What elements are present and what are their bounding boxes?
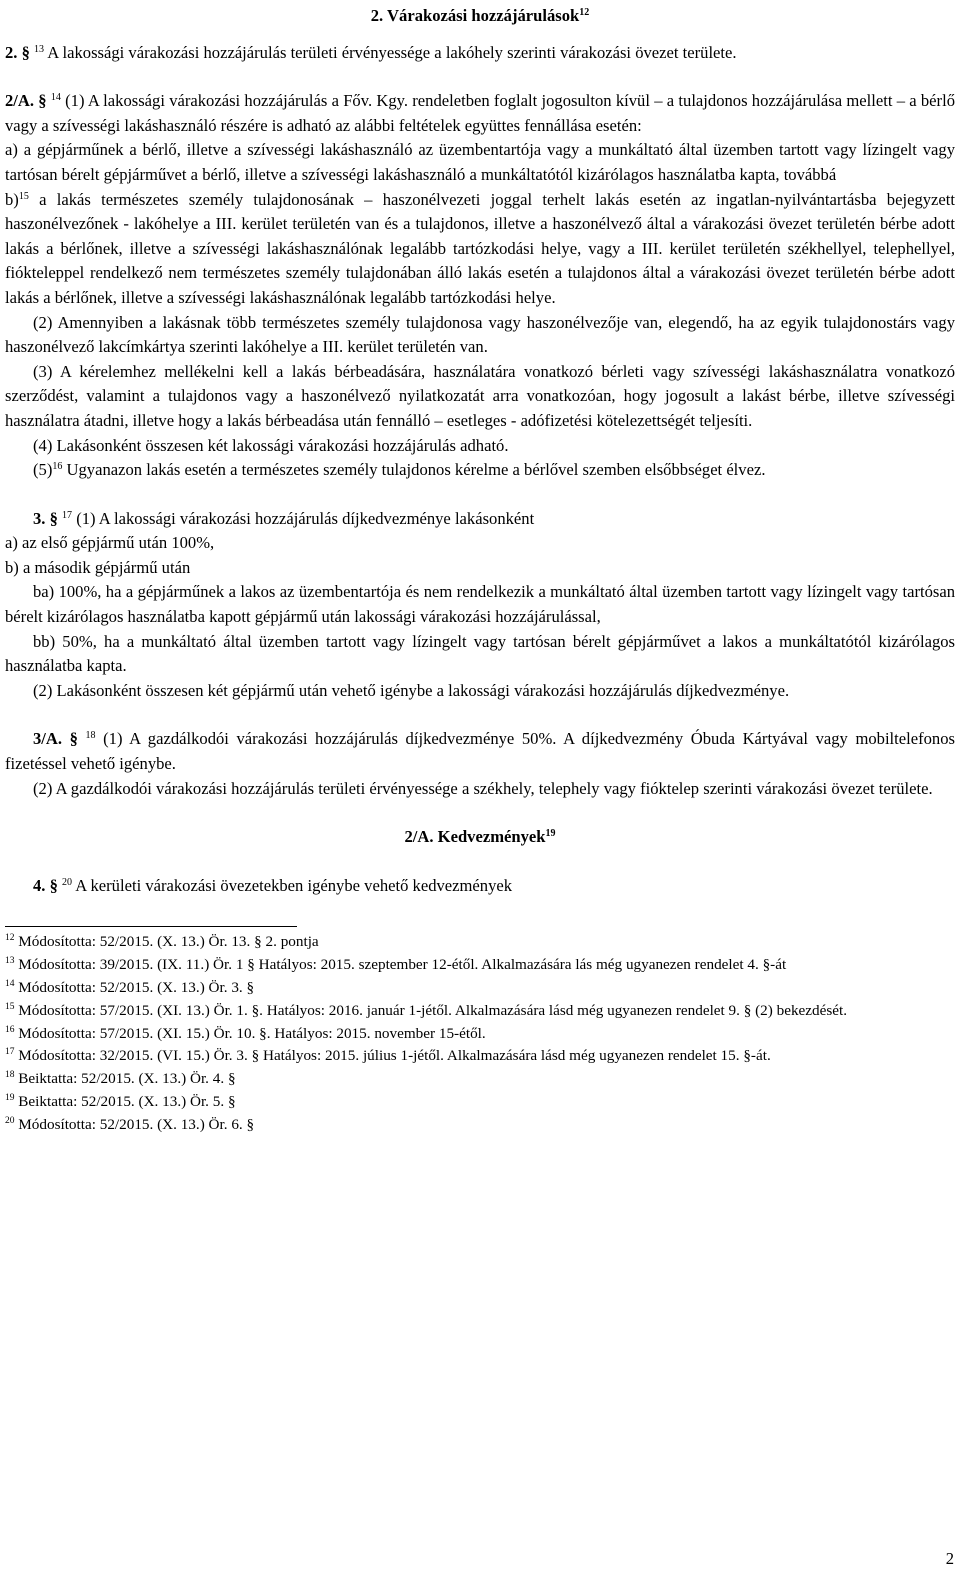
section-number: 2/A. § <box>5 91 47 111</box>
paragraph-4: 4. § $^{20}$ A kerületi várakozási övezetekben igénybe vehető kedvezmények <box>33 875 513 895</box>
paragraph-2a-a: a) a gépjárműnek a bérlő, illetve a szívességi lakáshasználó az üzembentartója vagy a munkáltató által üzemben tartott vagy lízingelt vagy tartósan bérelt gépjárművet a bérlő, illetve a szívességi lakáshasználó a munkáltatótól kizárólagos használatba kapta, továbbá <box>5 140 955 184</box>
section-number: 2. § <box>5 42 30 62</box>
page-number: 2 <box>945 1549 954 1568</box>
section-number: 4. § <box>33 875 58 895</box>
footnote-ref[interactable]: 13 <box>34 43 45 55</box>
paragraph-2: 2. § $^{13}$ A lakossági várakozási hozzájárulás területi érvényessége a lakóhely szerinti várakozási övezet területe. <box>5 42 737 62</box>
footnote-item: $^{18}$ Beiktatta: 52/2015. (X. 13.) Ör. 4. § <box>5 1070 236 1088</box>
footnote-item: $^{15}$ Módosította: 57/2015. (XI. 13.) Ör. 1. §. Hatályos: 2016. január 1-jétől. Alkalmazására lásd még ugyanezen rendelet 9. § (2) bekezdését. <box>5 1001 848 1019</box>
footnote-item: $^{13}$ Módosította: 39/2015. (IX. 11.) Ör. 1 § Hatályos: 2015. szeptember 12-étől. Alkalmazására lás még ugyanezen rendelet 4. §-át <box>5 956 787 974</box>
paragraph-3a-1: 3/A. § $^{18}$ (1) A gazdálkodói várakozási hozzájárulás díjkedvezménye 50%. A díjkedvezmény Óbuda Kártyával vagy mobiltelefonos fizetéssel vehető igénybe. <box>5 729 955 774</box>
section-heading-varakozasi: 2. Várakozási hozzájárulások$^{12}$ <box>370 6 590 25</box>
paragraph-3-a: a) az első gépjármű után 100%, <box>5 533 215 553</box>
footnote-item: $^{12}$ Módosította: 52/2015. (X. 13.) Ör. 13. § 2. pontja <box>5 933 319 951</box>
footnote-ref[interactable]: 18 <box>85 730 96 742</box>
paragraph-2a-5: $(5)^{16}$ Ugyanazon lakás esetén a természetes személy tulajdonos kérelme a bérlővel szemben elsőbbséget élvez. <box>33 460 766 480</box>
paragraph-2a-3: (3) A kérelemhez mellékelni kell a lakás bérbeadására, használatára vonatkozó bérleti vagy szívességi lakáshasználatra vonatkozó szerződést, valamint a tulajdonos vagy a haszonélvező nyilatkozatát arra vonatkozóan, hogy jogosult a lakást bérbe, illetve szívességi használatra átadni, illetve hogy a lakás bérbeadása után fennálló – esetleges - adófizetési kötelezettségét teljesíti. <box>5 361 955 430</box>
section-heading-kedvezmenyek: 2/A. Kedvezmények$^{19}$ <box>404 827 556 847</box>
footnote-item: $^{14}$ Módosította: 52/2015. (X. 13.) Ör. 3. § <box>5 979 255 996</box>
footnote-item: $^{20}$ Módosította: 52/2015. (X. 13.) Ör. 6. § <box>5 1115 255 1133</box>
footnote-ref[interactable]: 20 <box>62 876 73 888</box>
footnote-item: $^{17}$ Módosította: 32/2015. (VI. 15.) Ör. 3. § Hatályos: 2015. július 1-jétől. Alkalmazására lásd még ugyanezen rendelet 15. §-át. <box>5 1047 771 1065</box>
paragraph-3-b: b) a második gépjármű után <box>5 557 191 577</box>
paragraph-3-1: 3. § $^{17}$ (1) A lakossági várakozási hozzájárulás díjkedvezménye lakásonként <box>33 508 535 528</box>
paragraph-3-2: (2) Lakásonként összesen két gépjármű után vehető igénybe a lakossági várakozási hozzájárulás díjkedvezménye. <box>33 680 790 700</box>
paragraph-3-ba: ba) 100%, ha a gépjárműnek a lakos az üzembentartója és nem rendelkezik a munkáltató által üzemben tartott vagy lízingelt vagy tartósan bérelt kizárólagos használatba kapott gépjármű után lakossági várakozási hozzájárulással, <box>5 582 955 627</box>
footnote-ref[interactable]: 12 <box>579 7 590 18</box>
paragraph-2a-4: (4) Lakásonként összesen két lakossági várakozási hozzájárulás adható. <box>33 435 509 455</box>
paragraph-2a-1: 2/A. § $^{14}$ (1) A lakossági várakozási hozzájárulás a Főv. Kgy. rendeletben foglalt jogosulton kívül – a tulajdonos hozzájárulása mellett – a bérlő vagy a szívességi lakáshasználó részére is adható az alábbi feltételek együttes fennállása esetén: <box>5 91 955 135</box>
paragraph-2a-b: b)$^{15}$ a lakás természetes személy tulajdonosának – haszonélvezeti joggal terhelt lakás esetén az ingatlan-nyilvántartásba bejegyzett haszonélvezőnek - lakóhelye a III. kerület területén van és a tulajdonos, illetve a haszonélvező által a várakozási övezet területén bérbe adott lakás a bérlőnek, illetve a szívességi lakáshasználónak legalább tartózkodási helye, vagy a III. kerület területén székhellyel, telephellyel, fiókteleppel rendelkező nem természetes személy tulajdonában álló lakás esetén a tulajdonos által a várakozási övezet területén bérbe adott lakás a bérlőnek, illetve a szívességi lakáshasználónak legalább tartózkodási helye. <box>5 189 955 307</box>
paragraph-2a-2: (2) Amennyiben a lakásnak több természetes személy tulajdonosa vagy haszonélvezője van, elegendő, ha az egyik tulajdonostárs vagy haszonélvező lakcímkártya szerinti lakóhelye a III. kerület területén van. <box>5 312 955 357</box>
section-number: 3/A. § <box>33 729 78 749</box>
paragraph-3-bb: bb) 50%, ha a munkáltató által üzemben tartott vagy lízingelt vagy tartósan bérelt gépjárművet a lakos a munkáltatótól kizárólagos használatba kapta. <box>5 631 955 676</box>
footnote-item: $^{19}$ Beiktatta: 52/2015. (X. 13.) Ör. 5. § <box>5 1092 236 1110</box>
section-number: 3. § <box>33 508 58 528</box>
footnote-item: $^{16}$ Módosította: 57/2015. (XI. 15.) Ör. 10. §. Hatályos: 2015. november 15-étől. <box>5 1024 486 1042</box>
footnote-ref[interactable]: 17 <box>62 509 73 521</box>
footnote-ref[interactable]: 16 <box>52 461 63 473</box>
footnote-ref[interactable]: 15 <box>18 190 29 202</box>
footnote-ref[interactable]: 19 <box>545 828 556 840</box>
paragraph-3a-2: (2) A gazdálkodói várakozási hozzájárulás területi érvényessége a székhely, telephely vagy fióktelep szerinti várakozási övezet területe. <box>33 778 933 798</box>
document-page <box>5 0 955 1137</box>
footnote-ref[interactable]: 14 <box>50 92 61 104</box>
footnote-divider <box>5 926 297 927</box>
footnotes <box>5 931 955 1136</box>
